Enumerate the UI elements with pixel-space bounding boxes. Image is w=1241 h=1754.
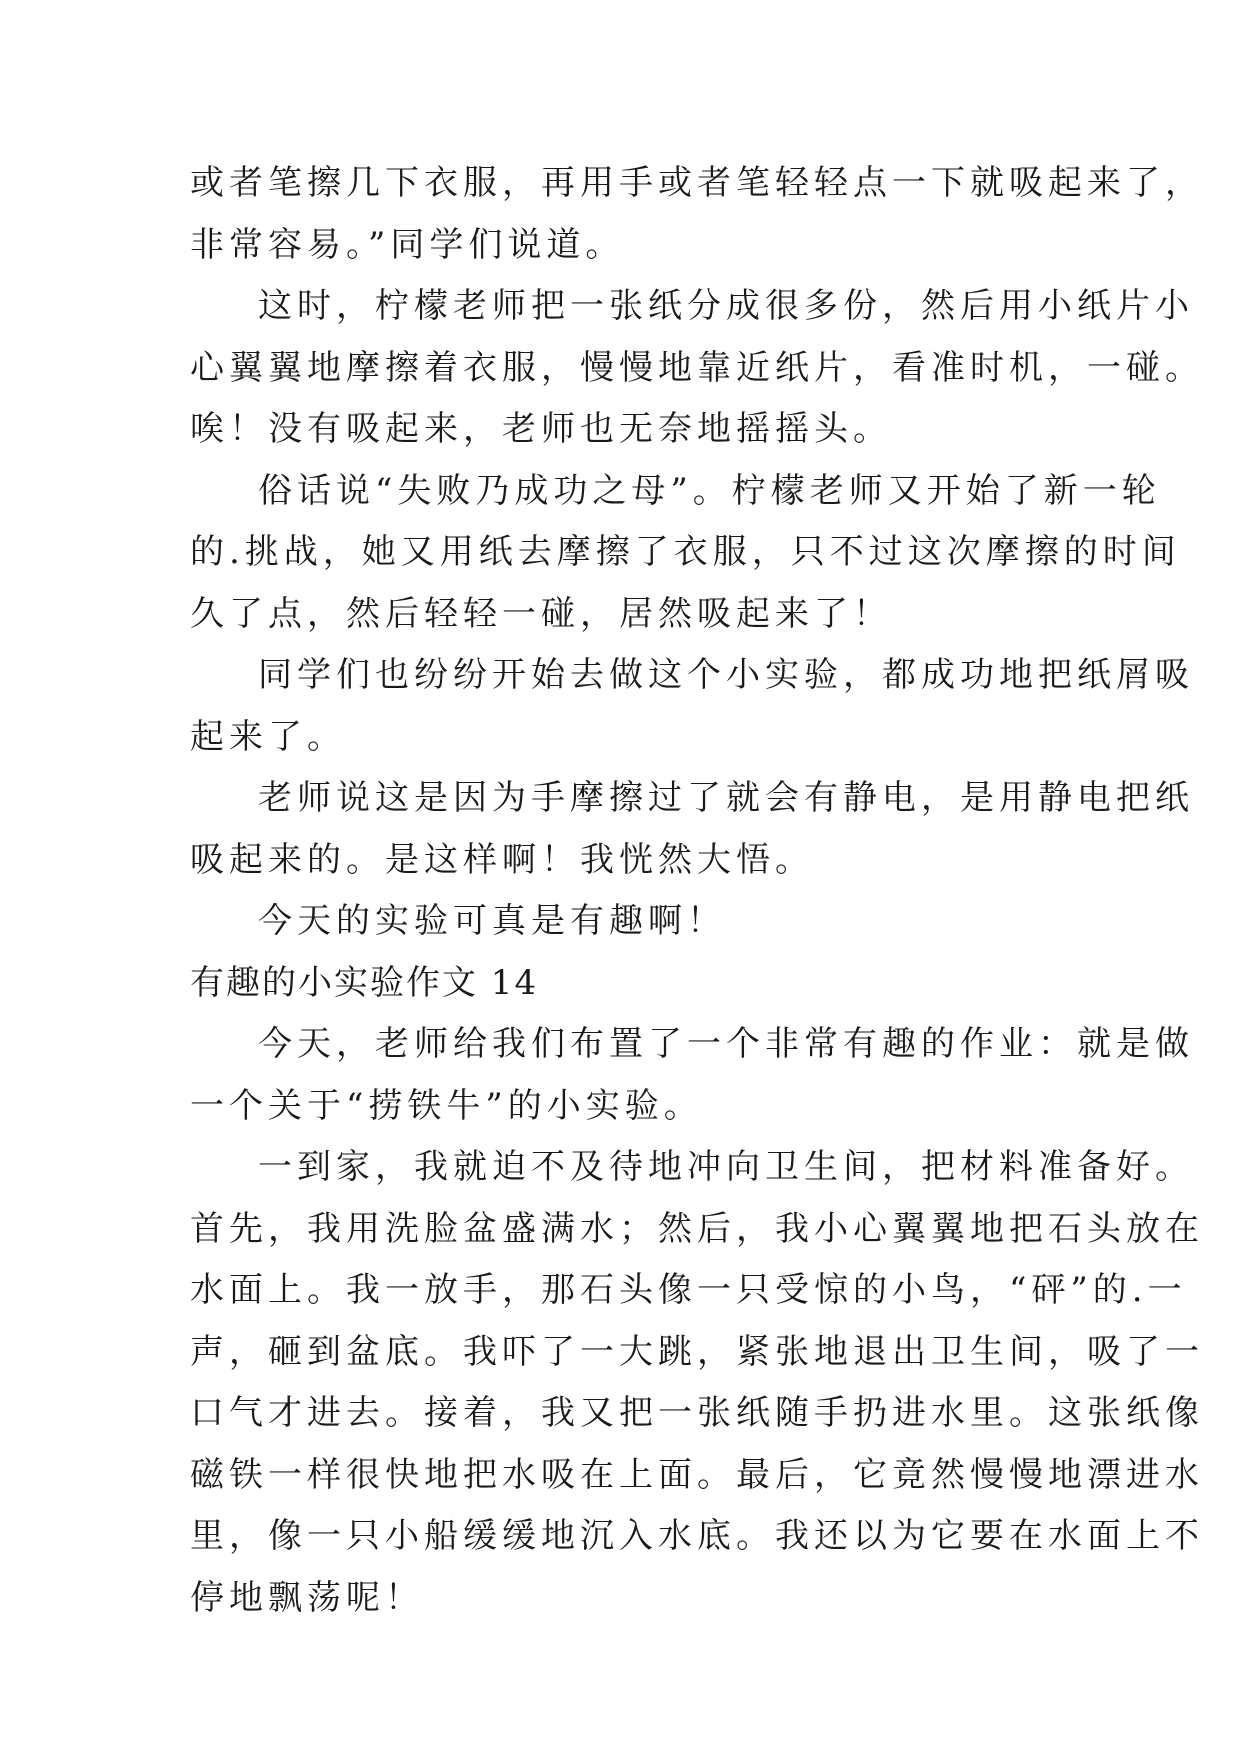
text-line: 或者笔擦几下衣服，再用手或者笔轻轻点一下就吸起来了，	[190, 163, 1204, 203]
text-line: 磁铁一样很快地把水吸在上面。最后，它竟然慢慢地漂进水	[190, 1454, 1204, 1495]
text-line: 一到家，我就迫不及待地冲向卫生间，把材料准备好。	[258, 1147, 1194, 1187]
text-line: 心翼翼地摩擦着衣服，慢慢地靠近纸片，看准时机，一碰。	[190, 347, 1204, 388]
section-heading: 有趣的小实验作文 14	[190, 962, 539, 1003]
text-line: 唉！没有吸起来，老师也无奈地摇摇头。	[190, 409, 892, 449]
document-body	[190, 153, 1204, 1629]
text-line: 非常容易。”同学们说道。	[190, 224, 625, 265]
text-line: 吸起来的。是这样啊！我恍然大悟。	[190, 839, 814, 880]
text-line: 起来了。	[190, 716, 346, 757]
text-line: 这时，柠檬老师把一张纸分成很多份，然后用小纸片小	[258, 286, 1194, 326]
text-line: 首先，我用洗脸盆盛满水；然后，我小心翼翼地把石头放在	[190, 1208, 1204, 1249]
text-line: 久了点，然后轻轻一碰，居然吸起来了！	[190, 593, 892, 634]
text-line: 声，砸到盆底。我吓了一大跳，紧张地退出卫生间，吸了一	[190, 1331, 1204, 1372]
text-line: 老师说这是因为手摩擦过了就会有静电，是用静电把纸	[258, 778, 1194, 818]
text-line: 停地飘荡呢！	[190, 1577, 424, 1618]
text-line: 同学们也纷纷开始去做这个小实验，都成功地把纸屑吸	[258, 655, 1194, 695]
text-line: 今天的实验可真是有趣啊！	[258, 901, 726, 941]
text-line: 的.挑战，她又用纸去摩擦了衣服，只不过这次摩擦的时间	[190, 532, 1181, 572]
text-line: 口气才进去。接着，我又把一张纸随手扔进水里。这张纸像	[190, 1393, 1204, 1433]
text-line: 一个关于“捞铁牛”的小实验。	[190, 1085, 703, 1126]
text-line: 里，像一只小船缓缓地沉入水底。我还以为它要在水面上不	[190, 1516, 1204, 1556]
text-line: 俗话说“失败乃成功之母”。柠檬老师又开始了新一轮	[258, 470, 1161, 511]
text-line: 水面上。我一放手，那石头像一只受惊的小鸟，“砰”的.一	[190, 1270, 1187, 1310]
text-line: 今天，老师给我们布置了一个非常有趣的作业：就是做	[258, 1024, 1194, 1064]
